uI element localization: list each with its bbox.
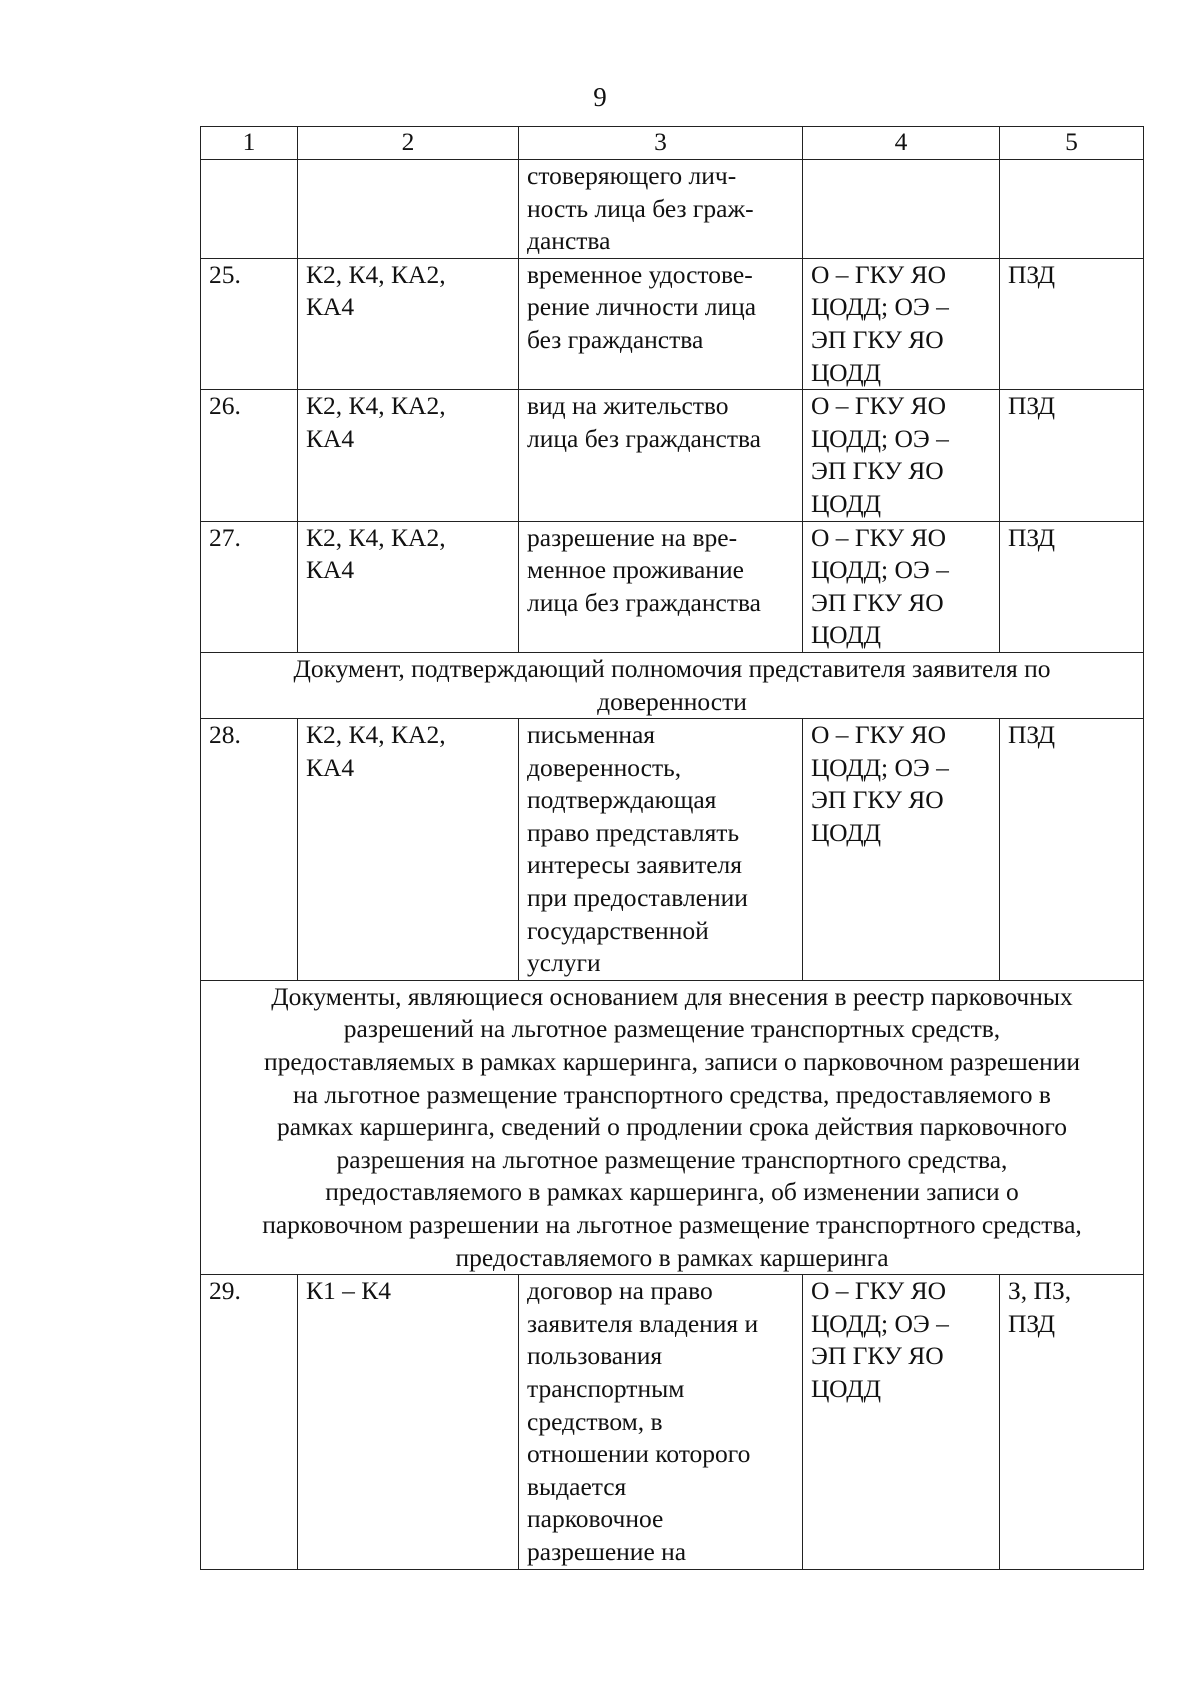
document-name-line: менное проживание — [527, 555, 744, 585]
submission-form-line: ЦОДД; ОЭ – — [811, 292, 949, 322]
document-name-line: парковочное — [527, 1504, 664, 1534]
document-name-line: заявителя владения и — [527, 1308, 759, 1338]
category-codes-cell — [298, 258, 519, 389]
document-name-line: договор на право — [527, 1276, 713, 1306]
document-name-line: временное удостове- — [527, 259, 753, 289]
document-name-line: данства — [527, 226, 611, 256]
document-name-cell — [519, 719, 803, 981]
submission-form-line: ЦОДД — [811, 357, 882, 387]
service-marks-cell — [1000, 390, 1144, 521]
document-name-line: разрешение на — [527, 1536, 687, 1566]
category-codes-cell — [298, 719, 519, 981]
category-codes-line: КА4 — [306, 555, 355, 585]
category-codes-line: К2, К4, КА2, — [306, 522, 446, 552]
submission-form-line: ЦОДД — [811, 488, 882, 518]
submission-form-line: ЦОДД; ОЭ – — [811, 752, 949, 782]
document-name-cell — [519, 390, 803, 521]
documents-table — [200, 126, 1144, 1570]
section-heading-line: разрешения на льготное размещение транспортного средства, — [336, 1144, 1008, 1174]
row-number-cell — [201, 258, 298, 389]
section-heading-line: доверенности — [597, 686, 747, 716]
document-name-line: ность лица без граж- — [527, 193, 754, 223]
service-marks-line: ПЗД — [1008, 522, 1056, 552]
service-marks-line: ПЗД — [1008, 1308, 1056, 1338]
document-name-cell — [519, 160, 803, 259]
category-codes-cell — [298, 521, 519, 652]
submission-form-line: ЦОДД — [811, 817, 882, 847]
category-codes-line: К2, К4, КА2, — [306, 720, 446, 750]
submission-form-line: ЦОДД — [811, 1373, 882, 1403]
service-marks-line: З, ПЗ, — [1008, 1276, 1072, 1306]
page-number: 9 — [593, 82, 607, 112]
submission-form-line: ЦОДД; ОЭ – — [811, 423, 949, 453]
section-heading — [201, 980, 1144, 1274]
submission-form-cell — [803, 719, 1000, 981]
table-header-row — [201, 127, 1144, 160]
submission-form-line: О – ГКУ ЯО — [811, 259, 947, 289]
submission-form-line: О – ГКУ ЯО — [811, 391, 947, 421]
document-name-line: транспортным — [527, 1373, 685, 1403]
document-name-line: при предоставлении — [527, 883, 748, 913]
category-codes-cell — [298, 390, 519, 521]
column-header: 5 — [1000, 127, 1144, 160]
category-codes-cell — [298, 160, 519, 259]
submission-form-line: ЭП ГКУ ЯО — [811, 587, 944, 617]
section-heading-line: предоставляемого в рамках каршеринга — [455, 1242, 889, 1272]
category-codes-line: КА4 — [306, 292, 355, 322]
section-heading-line: рамках каршеринга, сведений о продлении срока действия парковочного — [277, 1112, 1067, 1142]
table-row — [201, 390, 1144, 521]
row-number-cell — [201, 719, 298, 981]
document-name-cell — [519, 1275, 803, 1569]
document-name-line: доверенность, — [527, 752, 682, 782]
section-heading-line: предоставляемого в рамках каршеринга, об изменении записи о — [325, 1177, 1019, 1207]
document-name-line: вид на жительство — [527, 391, 729, 421]
column-header: 1 — [201, 127, 298, 160]
table-row-continuation — [201, 160, 1144, 259]
document-name-line: государственной — [527, 915, 709, 945]
document-name-line: стоверяющего лич- — [527, 161, 737, 190]
submission-form-line: О – ГКУ ЯО — [811, 1276, 947, 1306]
document-name-line: подтверждающая — [527, 785, 717, 815]
document-name-line: право представлять — [527, 817, 740, 847]
submission-form-cell — [803, 390, 1000, 521]
row-number: 26. — [209, 391, 241, 421]
submission-form-line: ЭП ГКУ ЯО — [811, 456, 944, 486]
category-codes-line: К2, К4, КА2, — [306, 259, 446, 289]
service-marks-cell — [1000, 160, 1144, 259]
section-heading-line: Документ, подтверждающий полномочия представителя заявителя по — [293, 653, 1051, 683]
section-heading-line: парковочном разрешении на льготное размещение транспортного средства, — [262, 1210, 1082, 1239]
table-row — [201, 521, 1144, 652]
row-number-cell — [201, 390, 298, 521]
document-name-line: услуги — [527, 948, 601, 978]
row-number-cell — [201, 1275, 298, 1569]
document-name-line: лица без гражданства — [527, 587, 761, 617]
submission-form-line: ЦОДД — [811, 620, 882, 650]
section-heading-line: Документы, являющиеся основанием для внесения в реестр парковочных — [271, 981, 1073, 1011]
document-name-line: лица без гражданства — [527, 423, 761, 453]
row-number-cell — [201, 160, 298, 259]
category-codes-line: КА4 — [306, 423, 355, 453]
row-number: 25. — [209, 259, 241, 289]
category-codes-line: КА4 — [306, 752, 355, 782]
section-heading — [201, 652, 1144, 718]
section-heading-line: разрешений на льготное размещение транспортных средств, — [343, 1014, 1001, 1044]
section-heading-row — [201, 652, 1144, 718]
category-codes-line: К2, К4, КА2, — [306, 391, 446, 421]
section-heading-row — [201, 980, 1144, 1274]
section-heading-line: предоставляемых в рамках каршеринга, записи о парковочном разрешении — [263, 1047, 1081, 1077]
submission-form-line: ЦОДД; ОЭ – — [811, 555, 949, 585]
service-marks-cell — [1000, 521, 1144, 652]
submission-form-line: О – ГКУ ЯО — [811, 720, 947, 750]
column-header: 4 — [803, 127, 1000, 160]
document-name-line: отношении которого — [527, 1439, 751, 1469]
service-marks-cell — [1000, 719, 1144, 981]
category-codes-cell — [298, 1275, 519, 1569]
row-number: 27. — [209, 522, 241, 552]
submission-form-line: О – ГКУ ЯО — [811, 522, 947, 552]
submission-form-cell — [803, 1275, 1000, 1569]
document-name-line: пользования — [527, 1341, 663, 1371]
section-heading-line: на льготное размещение транспортного средства, предоставляемого в — [293, 1079, 1051, 1109]
row-number: 29. — [209, 1276, 241, 1306]
row-number: 28. — [209, 720, 241, 750]
submission-form-line: ЦОДД; ОЭ – — [811, 1308, 949, 1338]
document-name-line: разрешение на вре- — [527, 522, 738, 552]
document-name-cell — [519, 258, 803, 389]
document-name-line: средством, в — [527, 1406, 663, 1436]
document-name-line: письменная — [527, 720, 656, 750]
document-name-line: интересы заявителя — [527, 850, 743, 880]
column-header: 3 — [519, 127, 803, 160]
category-codes-line: К1 – К4 — [306, 1276, 392, 1306]
table-row — [201, 719, 1144, 981]
service-marks-line: ПЗД — [1008, 259, 1056, 289]
service-marks-cell — [1000, 1275, 1144, 1569]
document-name-line: рение личности лица — [527, 292, 757, 322]
submission-form-line: ЭП ГКУ ЯО — [811, 785, 944, 815]
table-row — [201, 1275, 1144, 1569]
document-name-cell — [519, 521, 803, 652]
submission-form-cell — [803, 160, 1000, 259]
service-marks-cell — [1000, 258, 1144, 389]
submission-form-cell — [803, 521, 1000, 652]
submission-form-line: ЭП ГКУ ЯО — [811, 1341, 944, 1371]
service-marks-line: ПЗД — [1008, 391, 1056, 421]
document-name-line: выдается — [527, 1471, 627, 1501]
column-header: 2 — [298, 127, 519, 160]
service-marks-line: ПЗД — [1008, 720, 1056, 750]
row-number-cell — [201, 521, 298, 652]
table-row — [201, 258, 1144, 389]
submission-form-line: ЭП ГКУ ЯО — [811, 324, 944, 354]
document-name-line: без гражданства — [527, 324, 704, 354]
submission-form-cell — [803, 258, 1000, 389]
